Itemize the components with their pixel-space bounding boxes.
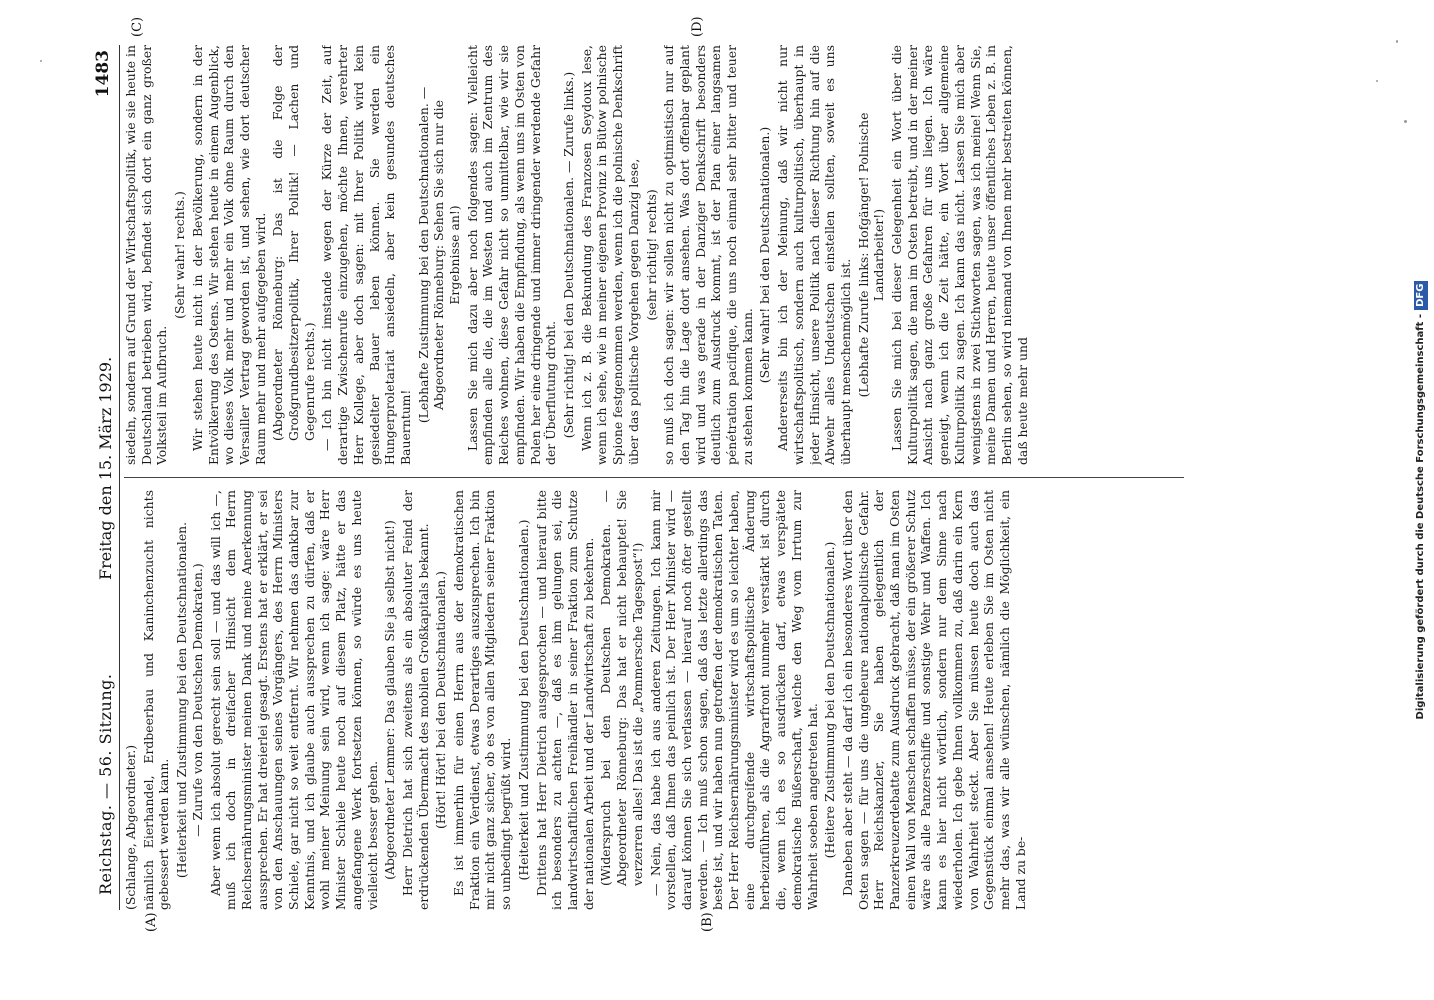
paragraph: siedeln, sondern auf Grund der Wirtschaftspolitik, wie sie heute in Deutschland betrieben wird, befindet sich dort ein ganz großer Volksteil im Aufbruch. (123, 45, 170, 465)
left-text-column (123, 490, 1185, 910)
digitization-credit (1414, 8, 1428, 992)
paragraph: Herr Dietrich hat sich zweitens als ein absoluter Feind der erdrückenden Übermacht des mobilen Großkapitals bekannt. (399, 490, 431, 910)
paragraph: Aber wenn ich absolut gerecht sein soll — und das will ich —, muß ich doch in dreifacher Hinsicht dem Herrn Reichsernährungsminister meinen Dank und meine Anerkennung aussprechen. Er hat dreierlei gesagt. Erstens hat er erklärt, er sei von den Anschauungen seines Vorgängers, des Herrn Ministers Schiele, gar nicht so weit entfernt. Wir nehmen das dankbar zur Kenntnis, und ich glaube auch aussprechen zu dürfen, daß er wohl meiner Meinung sein wird, wenn ich sage: wäre Herr Minister Schiele heute noch auf diesem Platz, hätte er das angefangene Werk fortsetzen können, so würde es uns heute vielleicht besser gehen. (207, 490, 380, 910)
interjection: (Abgeordneter Lemmer: Das glauben Sie ja selbst nicht!) (382, 520, 398, 880)
paragraph: — Ich bin nicht imstande wegen der Kürze der Zeit, auf derartige Zwischenrufe einzugehen, möchte Ihnen, verehrter Herr Kollege, aber doch sagen: mit Ihrer Politik wird kein gesiedelter Bauer leben können. Sie werden ein Hungerproletariat ansiedeln, aber kein gesundes deutsches Bauerntum! (319, 45, 413, 465)
interjection: (Lebhafte Zustimmung bei den Deutschnationalen. — Abgeordneter Rönneburg: Sehen Sie sich nur die Ergebnisse an!) (415, 86, 463, 424)
paragraph: so muß ich doch sagen: wir sollen nicht zu optimistisch nur auf den Tag hin die Lage dort ansehen. Was dort offenbar geplant wird und was gerade in der Danziger Denkschrift besonders deutlich zum Ausdruck kommt, ist der Plan einer langsamen pénétration pacifique, die uns noch einmal sehr bitter und teuer zu stehen kommen kann. (661, 45, 755, 465)
interjection: (Heiterkeit und Zustimmung bei den Deutschnationalen. — Zurufe von den Deutschen Demokraten.) (174, 521, 205, 879)
dfg-badge: DFG (1414, 281, 1428, 310)
paragraph: Andererseits bin ich der Meinung, daß wir nicht nur wirtschaftspolitisch, sondern auch kulturpolitisch, überhaupt in jeder Hinsicht, unsere Politik nach dieser Richtung hin auf die Abwehr alles Undeutschen einstellen sollten, soweit es uns überhaupt menschenmöglich ist. (775, 45, 853, 465)
digitization-credit-line (1414, 8, 1428, 992)
margin-mark-a: (A) (144, 912, 159, 932)
paragraph: Es ist immerhin für einen Herrn aus der demokratischen Fraktion ein Verdienst, etwas Derartiges auszusprechen. Ich bin mir nicht ganz sicher, ob es von allen Mitgliedern seiner Fraktion so unbedingt begrüßt wird. (451, 490, 514, 910)
running-header-left: Reichstag. — 56. Sitzung. (96, 673, 115, 895)
paragraph: Wenn ich z. B. die Bekundung des Franzosen Seydoux lese, wenn ich sehe, wie in meiner eigenen Provinz in Bütow polnische Spione festgenommen werden, wenn ich die polnische Denkschrift über das politische Vorgehen gegen Danzig lese, (578, 45, 641, 465)
page-number: 1483 (93, 50, 113, 98)
paragraph: nämlich Eierhandel, Erdbeerbau und Kaninchenzucht nichts gebessert werden kann. (140, 490, 172, 910)
interjection: (Lebhafte Zurufe links: Hofgänger! Polnische Landarbeiter!) (855, 112, 887, 398)
paragraph: Wir stehen heute nicht in der Bevölkerung, sondern in der Entvölkerung des Ostens. Wir stehen heute in einem Augenblick, wo dieses Volk mehr und mehr ein Volk ohne Raum durch den Versailler Vertrag geworden ist, und sehen, wie dort deutscher Raum mehr und mehr aufgegeben wird. (189, 45, 268, 465)
interjection: (Abgeordneter Rönneburg: Das ist die Folge der Großgrundbesitzerpolitik, Ihrer Politik! — Lachen und Gegenrufe rechts.) (270, 45, 317, 441)
margin-mark-b: (B) (700, 912, 715, 932)
digitization-credit-text: Digitalisierung gefördert durch die Deutsche Forschungsgemeinschaft - (1415, 313, 1426, 720)
scan-speck (1376, 80, 1378, 82)
interjection: (Hört! Hört! bei den Deutschnationalen.) (433, 570, 449, 830)
interjection: (Widerspruch bei den Deutschen Demokraten. — Abgeordneter Rönneburg: Das hat er nicht behauptet! Sie verzerren alles! Das ist die „Pommersche Tagespost“!) (598, 490, 645, 886)
margin-mark-c: (C) (130, 16, 145, 37)
scan-speck (1404, 120, 1407, 123)
interjection: (sehr richtig! rechts) (643, 189, 659, 321)
interjection: (Heitere Zustimmung bei den Deutschnationalen.) (822, 541, 838, 859)
column-divider (124, 477, 1184, 478)
interjection: (Sehr wahr! bei den Deutschnationalen.) (757, 126, 773, 384)
paragraph: Drittens hat Herr Dietrich ausgesprochen — und hierauf bitte ich besonders zu achten —, daß es ihm gelungen sei, die landwirtschaftlichen Freihändler in seiner Fraktion zum Schutze der nationalen Arbeit und der Landwirtschaft zu bekehren. (533, 490, 596, 910)
paragraph: — Nein, das habe ich aus anderen Zeitungen. Ich kann mir vorstellen, daß Ihnen das peinlich ist. Der Herr Minister wird — darauf können Sie sich verlassen — hierauf noch öfter gestellt werden. — Ich muß schon sagen, daß das letzte allerdings das beste ist, und wir haben nun getroffen der demokratischen Taten. Der Herr Reichsernährungsminister wird es um so leichter haben, eine durchgreifende wirtschaftspolitische Änderung herbeizuführen, als die Agrarfront nunmehr verstärkt ist durch die, wenn ich es so ausdrücken darf, etwas verspätete demokratische Büßerschaft, welche den Weg vom Irrtum zur Wahrheit soeben angetreten hat. (647, 490, 820, 910)
paragraph: Lassen Sie mich bei dieser Gelegenheit ein Wort über die Kulturpolitik sagen, die man im Osten betreibt, und in der meiner Ansicht nach ganz große Gefahren für uns liegen. Ich wäre geneigt, wenn ich die Zeit hätte, ein Wort über allgemeine Kulturpolitik zu sagen. Ich kann das nicht. Lassen Sie mich aber wenigstens in zwei Stichworten sagen, was ich meine! Wenn Sie, meine Damen und Herren, heute unser öffentliches Leben z. B. in Berlin sehen, so wird niemand von Ihnen mehr bestreiten können, daß heute mehr und (889, 45, 1030, 465)
margin-mark-d: (D) (690, 16, 705, 37)
paragraph: Lassen Sie mich dazu aber noch folgendes sagen: Vielleicht empfinden alle die, die im Westen und auch im Zentrum des Reiches wohnen, diese Gefahr nicht so unmittelbar, wie wir sie empfinden. Wir haben die Empfindung, als wenn uns im Osten von Polen her eine dringende und immer dringender werdende Gefahr der Überflutung droht. (464, 45, 559, 465)
header-rule (119, 45, 120, 910)
right-text-column (123, 45, 1185, 465)
scan-speck (1396, 40, 1398, 43)
interjection: (Sehr wahr! rechts.) (172, 191, 188, 319)
paragraph: Daneben aber steht — da darf ich ein besonderes Wort über den Osten sagen — für uns die ungeheure nationalpolitische Gefahr. Herr Reichskanzler, Sie haben gelegentlich der Panzerkreuzerdebatte zum Ausdruck gebracht, daß man im Osten einen Wall von Menschen schaffen müsse, der ein größerer Schutz wäre als alle Panzerschiffe und sonstige Wehr und Waffen. Ich kann es hier nicht wörtlich, sondern nur dem Sinne nach wiederholen. Ich gebe Ihnen vollkommen zu, daß darin ein Kern von Wahrheit steckt. Aber Sie müssen heute doch auch das Gegenstück einmal ansehen! Heute erleben Sie im Osten nicht mehr das, was wir alle wünschen, nämlich die Möglichkeit, ein Land zu be- (839, 490, 1028, 910)
interjection: (Heiterkeit und Zustimmung bei den Deutschnationalen.) (515, 519, 531, 881)
running-header-date: Freitag den 15. März 1929. (96, 356, 115, 580)
scan-speck (40, 60, 42, 62)
paragraph: (Schlange, Abgeordneter.) (123, 744, 138, 910)
interjection: (Sehr richtig! bei den Deutschnationalen. — Zurufe links.) (560, 71, 576, 439)
